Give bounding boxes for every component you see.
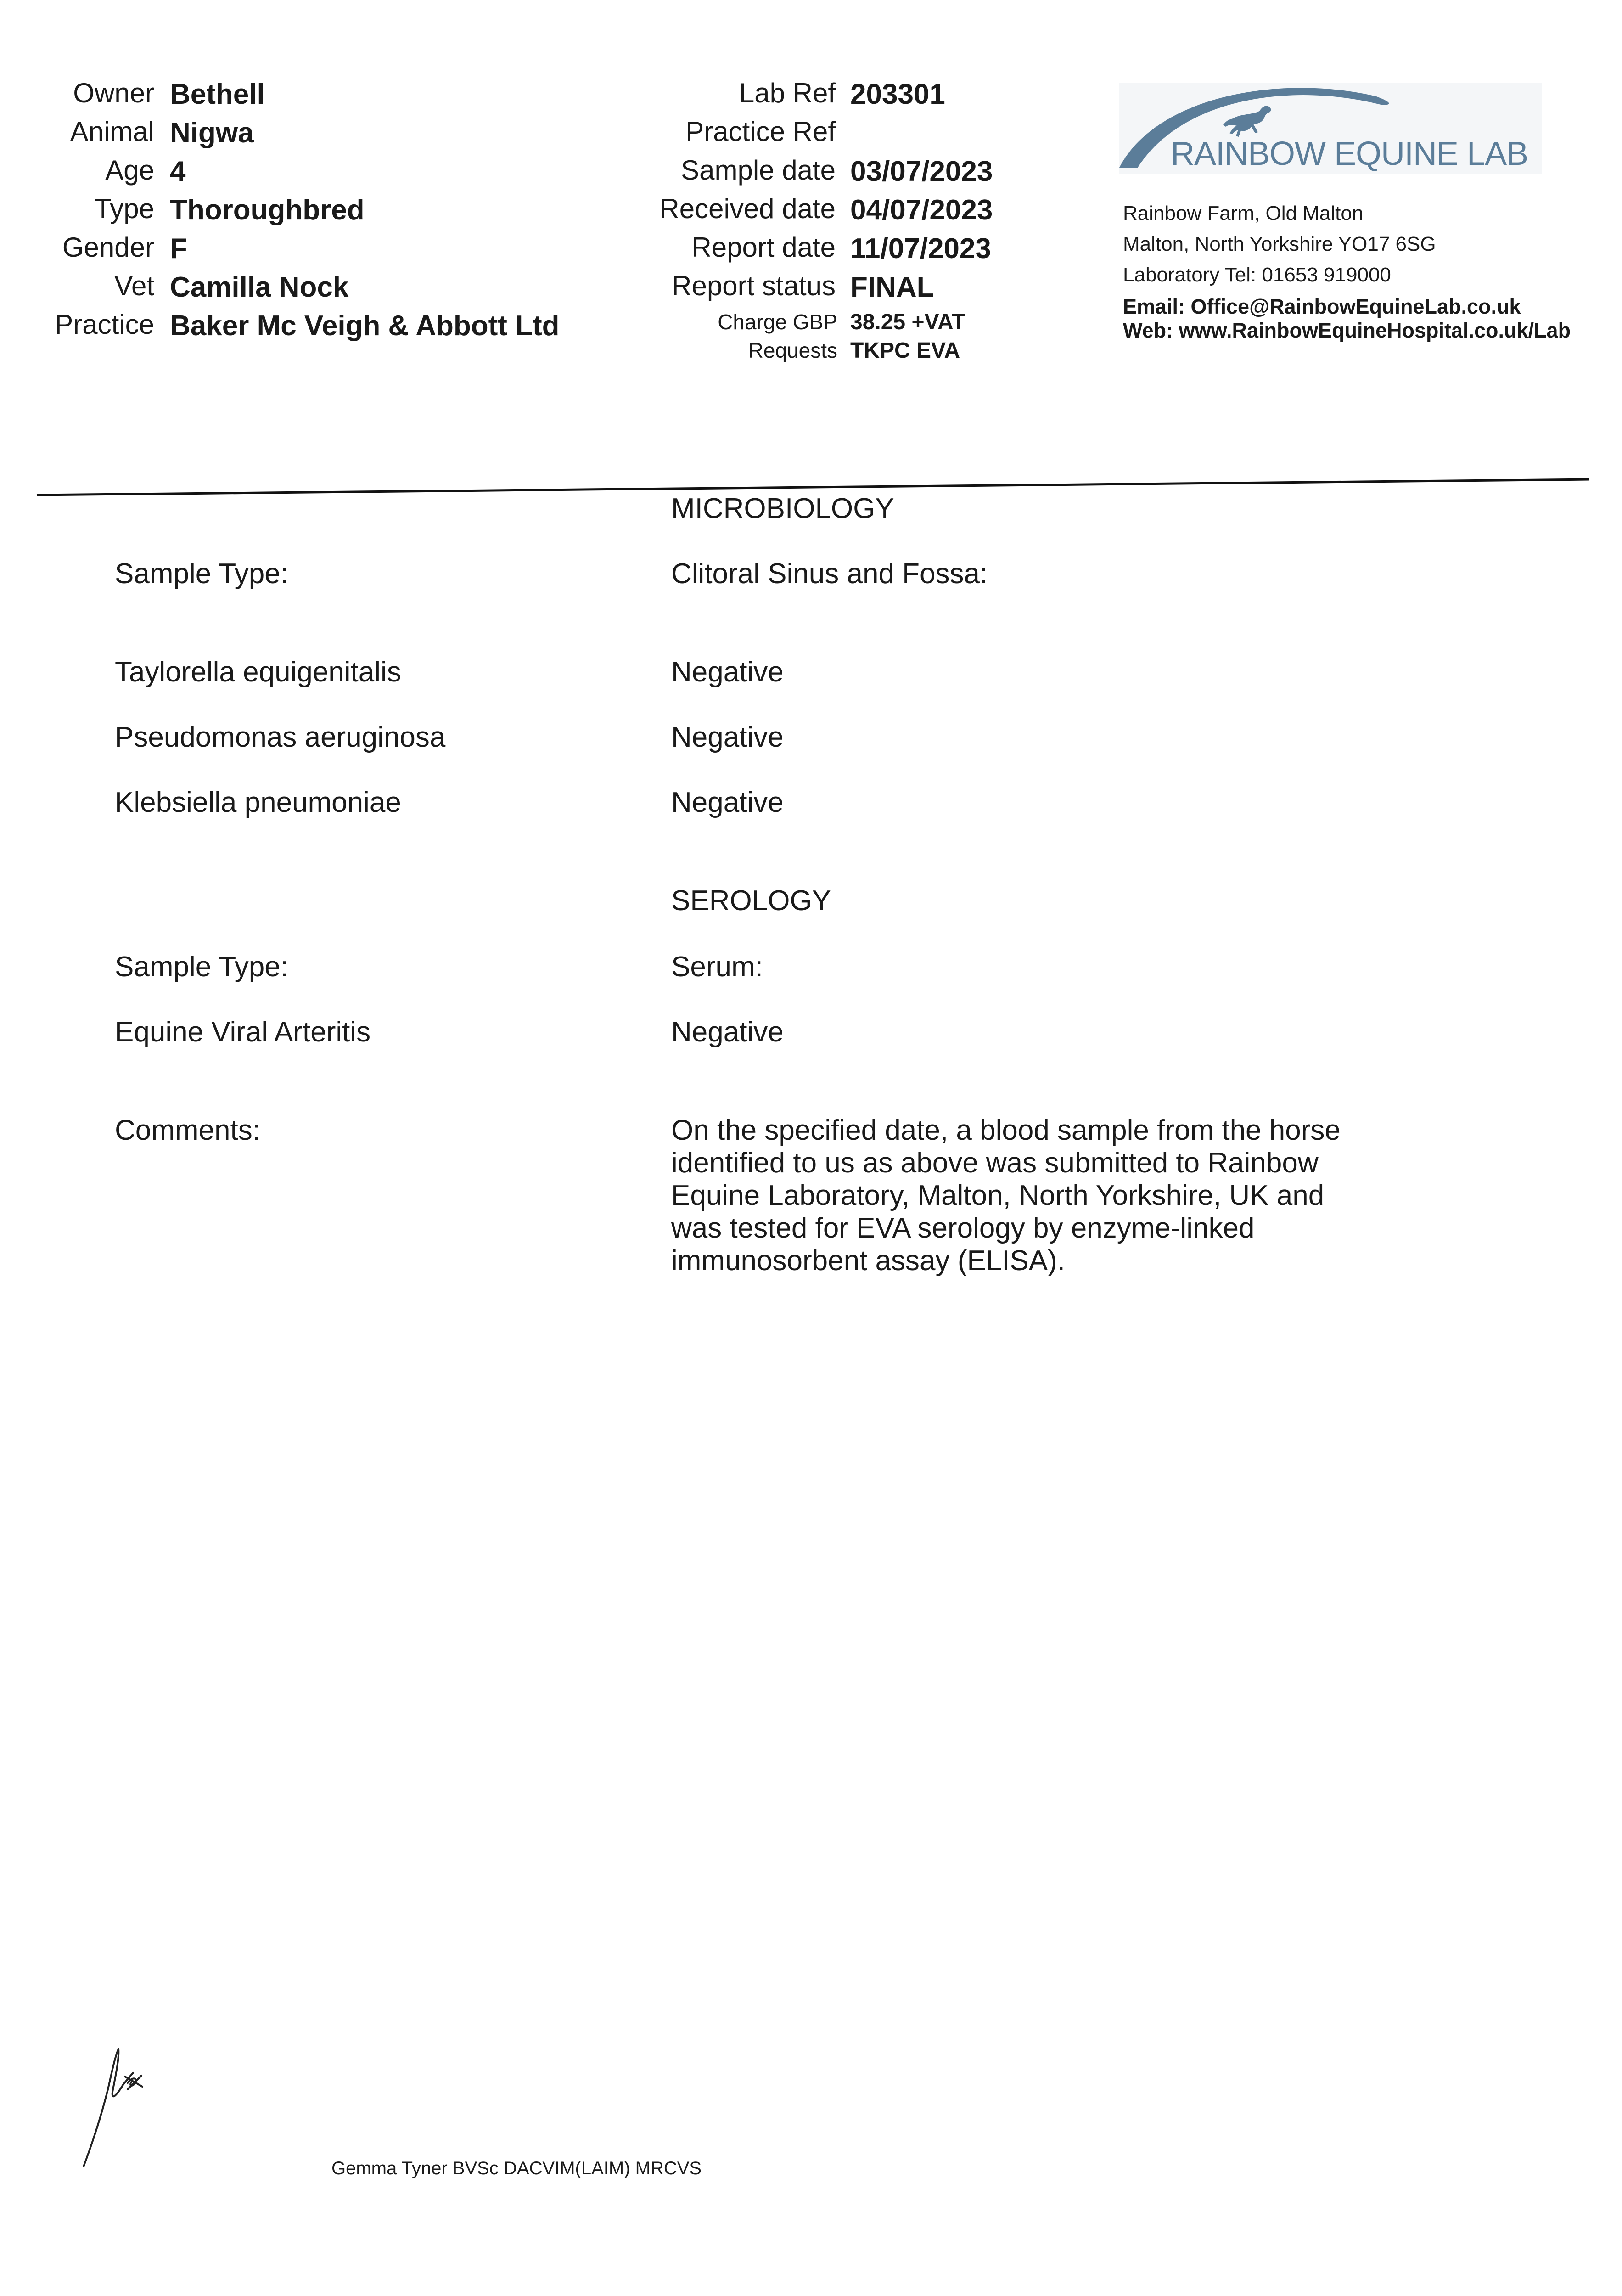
report-date-value: 11/07/2023 bbox=[850, 233, 991, 264]
signature-image bbox=[73, 2039, 193, 2177]
sample-date-value: 03/07/2023 bbox=[850, 156, 993, 187]
requests-label: Requests bbox=[748, 338, 837, 362]
type-value: Thoroughbred bbox=[170, 194, 365, 226]
test-result: Negative bbox=[671, 721, 784, 753]
report-status-label: Report status bbox=[672, 270, 836, 301]
sero-sample-type-label: Sample Type: bbox=[115, 951, 288, 983]
comments-text bbox=[671, 1114, 1341, 1277]
report-date-label: Report date bbox=[691, 232, 836, 263]
charge-label: Charge GBP bbox=[718, 310, 837, 334]
charge-value: 38.25 +VAT bbox=[850, 310, 965, 334]
age-label: Age bbox=[105, 155, 154, 186]
lab-ref-value: 203301 bbox=[850, 79, 945, 110]
lab-logo-text: RAINBOW EQUINE LAB bbox=[1171, 135, 1528, 172]
vet-label: Vet bbox=[114, 270, 154, 301]
owner-label: Owner bbox=[73, 78, 154, 108]
address-line-2: Malton, North Yorkshire YO17 6SG bbox=[1123, 233, 1436, 255]
micro-sample-type-label: Sample Type: bbox=[115, 558, 288, 590]
lab-telephone: Laboratory Tel: 01653 919000 bbox=[1123, 264, 1391, 286]
micro-sample-type-value: Clitoral Sinus and Fossa: bbox=[671, 558, 988, 590]
comment-line: was tested for EVA serology by enzyme-linked bbox=[671, 1212, 1255, 1244]
animal-value: Nigwa bbox=[170, 117, 254, 149]
report-status-value: FINAL bbox=[850, 271, 934, 303]
animal-label: Animal bbox=[70, 116, 154, 147]
sero-sample-type-value: Serum: bbox=[671, 951, 763, 983]
test-name: Pseudomonas aeruginosa bbox=[115, 721, 446, 753]
vet-value: Camilla Nock bbox=[170, 271, 349, 303]
practice-value: Baker Mc Veigh & Abbott Ltd bbox=[170, 310, 560, 342]
lab-website: Web: www.RainbowEquineHospital.co.uk/Lab bbox=[1123, 319, 1571, 342]
gender-label: Gender bbox=[62, 232, 154, 263]
test-result: Negative bbox=[671, 656, 784, 688]
comment-line: immunosorbent assay (ELISA). bbox=[671, 1245, 1066, 1277]
age-value: 4 bbox=[170, 156, 186, 187]
test-name: Taylorella equigenitalis bbox=[115, 656, 401, 688]
owner-value: Bethell bbox=[170, 79, 265, 110]
signatory-name: Gemma Tyner BVSc DACVIM(LAIM) MRCVS bbox=[331, 2158, 702, 2178]
lab-ref-label: Lab Ref bbox=[739, 78, 836, 108]
requests-value: TKPC EVA bbox=[850, 338, 960, 363]
gender-value: F bbox=[170, 233, 187, 264]
address-line-1: Rainbow Farm, Old Malton bbox=[1123, 202, 1364, 225]
received-date-value: 04/07/2023 bbox=[850, 194, 993, 226]
test-result: Negative bbox=[671, 787, 784, 818]
test-result: Negative bbox=[671, 1016, 784, 1048]
lab-email: Email: Office@RainbowEquineLab.co.uk bbox=[1123, 295, 1521, 318]
practice-label: Practice bbox=[55, 309, 154, 340]
received-date-label: Received date bbox=[659, 193, 836, 224]
test-name: Klebsiella pneumoniae bbox=[115, 787, 401, 818]
type-label: Type bbox=[94, 193, 154, 224]
comment-line: identified to us as above was submitted to Rainbow bbox=[671, 1147, 1319, 1179]
serology-heading: SEROLOGY bbox=[671, 885, 831, 917]
microbiology-heading: MICROBIOLOGY bbox=[671, 493, 894, 524]
comments-label: Comments: bbox=[115, 1114, 260, 1146]
practice-ref-label: Practice Ref bbox=[685, 116, 836, 147]
header-divider bbox=[0, 0, 1622, 551]
test-name: Equine Viral Arteritis bbox=[115, 1016, 371, 1048]
comment-line: On the specified date, a blood sample from the horse bbox=[671, 1114, 1341, 1146]
sample-date-label: Sample date bbox=[681, 155, 836, 186]
comment-line: Equine Laboratory, Malton, North Yorkshire, UK and bbox=[671, 1180, 1325, 1211]
